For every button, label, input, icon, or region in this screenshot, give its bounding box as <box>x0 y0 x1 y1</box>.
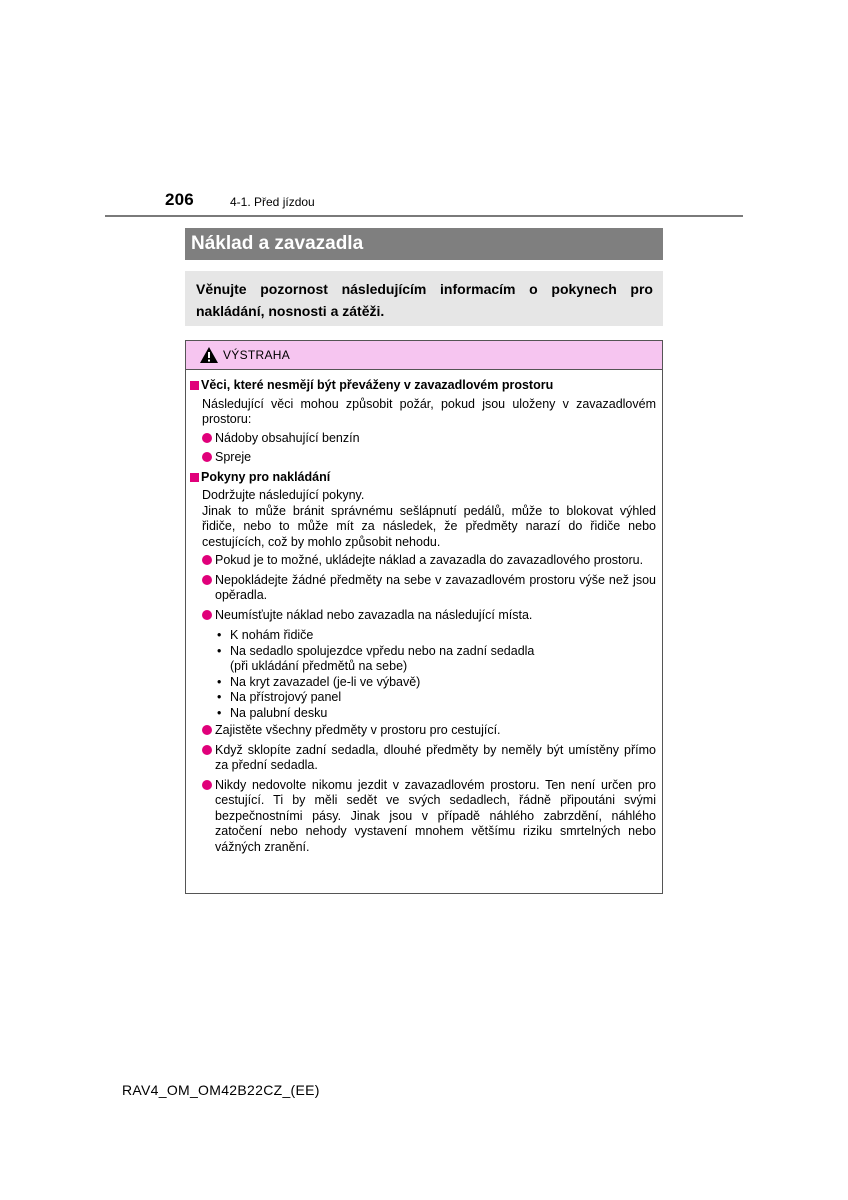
sub-list-item <box>217 675 656 691</box>
warning-box <box>185 340 663 894</box>
list-item-text: Neumísťujte náklad nebo zavazadla na následující místa. <box>215 607 533 622</box>
section-paragraph: Jinak to může bránit správnému sešlápnutí pedálů, může to blokovat výhled řidiče, nebo to může mít za následek, že předměty narazí do řidiče nebo cestujících, což by mohlo způsobit nehodu. <box>202 503 656 549</box>
list-item <box>202 431 656 447</box>
small-bullet-icon: • <box>217 674 222 689</box>
list-item-text: Pokud je to možné, ukládejte náklad a zavazadla do zavazadlového prostoru. <box>215 553 644 567</box>
square-bullet-icon <box>190 473 199 482</box>
circle-bullet-icon <box>202 745 212 755</box>
section-heading-text: Pokyny pro nakládání <box>201 469 331 484</box>
sub-list-item <box>217 628 656 644</box>
page-number: 206 <box>165 190 194 209</box>
list-item-text: Nikdy nedovolte nikomu jezdit v zavazadlovém prostoru. Ten není určen pro cestující. Ti by měli sedět ve svých sedadlech, řádně připoutáni svými bezpečnostními pásy. Jinak jsou v případě náhlého zabrzdění, náhlého zatočení nebo nehody vystavení mnohem většímu riziku smrtelných nebo vážných zranění. <box>215 777 656 854</box>
list-item <box>202 450 656 466</box>
sub-list-item <box>217 690 656 706</box>
section-breadcrumb: 4-1. Před jízdou <box>230 195 315 209</box>
list-item-text: Zajistěte všechny předměty v prostoru pro cestující. <box>215 723 501 737</box>
sub-list-item-text: Na přístrojový panel <box>230 690 342 704</box>
list-item-text: Nepokládejte žádné předměty na sebe v zavazadlovém prostoru výše než jsou opěradla. <box>215 572 656 602</box>
sub-list-item-text: K nohám řidiče <box>230 628 314 642</box>
list-item <box>202 608 656 624</box>
list-item <box>202 743 656 774</box>
square-bullet-icon <box>190 381 199 390</box>
sub-list-item <box>217 644 656 660</box>
list-item-text: Když sklopíte zadní sedadla, dlouhé předměty by neměly být umístěny přímo za přední sedadla. <box>215 742 656 772</box>
small-bullet-icon: • <box>217 690 222 704</box>
intro-text: Věnujte pozornost následujícím informacím o pokynech pro nakládání, nosnosti a zátěži. <box>185 271 663 326</box>
sub-list-item-continuation: (při ukládání předmětů na sebe) <box>230 659 408 673</box>
list-item-text: Spreje <box>215 450 252 464</box>
small-bullet-icon: • <box>217 705 222 720</box>
sub-list-item-text: Na palubní desku <box>230 705 328 720</box>
section-paragraph: Následující věci mohou způsobit požár, pokud jsou uloženy v zavazadlovém prostoru: <box>202 396 656 426</box>
section-heading-text: Věci, které nesmějí být převáženy v zavazadlovém prostoru <box>201 378 554 392</box>
section-heading <box>190 470 656 486</box>
page-title: Náklad a zavazadla <box>185 228 663 260</box>
list-item <box>202 553 656 569</box>
document-code: RAV4_OM_OM42B22CZ_(EE) <box>122 1082 320 1098</box>
section-paragraph: Dodržujte následující pokyny. <box>202 488 365 502</box>
circle-bullet-icon <box>202 452 212 462</box>
list-item <box>202 778 656 856</box>
circle-bullet-icon <box>202 780 212 790</box>
warning-header <box>186 341 662 370</box>
list-item-text: Nádoby obsahující benzín <box>215 430 360 445</box>
warning-label: VÝSTRAHA <box>223 348 291 362</box>
sub-list-item-text: Na kryt zavazadel (je-li ve výbavě) <box>230 674 421 689</box>
warning-body <box>186 370 662 855</box>
circle-bullet-icon <box>202 610 212 620</box>
circle-bullet-icon <box>202 725 212 735</box>
header-divider <box>105 215 743 217</box>
circle-bullet-icon <box>202 433 212 443</box>
sub-list-item-text: Na sedadlo spolujezdce vpředu nebo na zadní sedadla <box>230 643 535 658</box>
list-item <box>202 573 656 604</box>
sub-list-item <box>217 706 656 722</box>
small-bullet-icon: • <box>217 643 222 658</box>
circle-bullet-icon <box>202 575 212 585</box>
small-bullet-icon: • <box>217 628 222 642</box>
list-item <box>202 723 656 739</box>
warning-triangle-icon <box>199 346 219 364</box>
section-heading <box>190 378 656 394</box>
circle-bullet-icon <box>202 555 212 565</box>
